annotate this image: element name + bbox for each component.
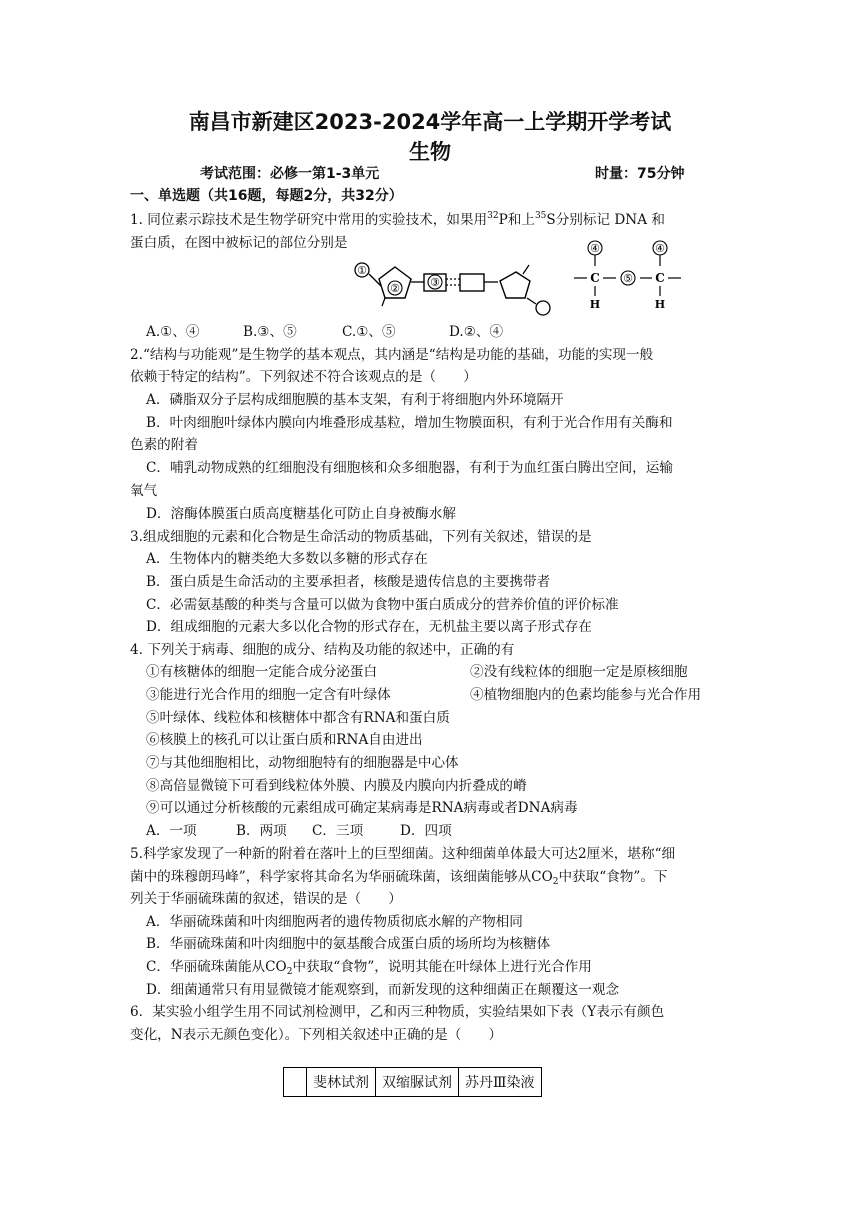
q2-line: 2.“结构与功能观”是生物学的基本观点，其内涵是“结构是功能的基础，功能的实现一般 bbox=[130, 347, 654, 363]
table-header-cell bbox=[284, 1068, 307, 1097]
label-4b: ④ bbox=[655, 242, 665, 255]
q4-statement-1: ①有核糖体的细胞一定能合成分泌蛋白 bbox=[146, 664, 378, 680]
q4-statement-5: ⑤叶绿体、线粒体和核糖体中都含有RNA和蛋白质 bbox=[146, 710, 450, 726]
q4-statement-8: ⑧高倍显微镜下可看到线粒体外膜、内膜及内膜向内折叠成的嵴 bbox=[146, 778, 527, 794]
q3-option-d[interactable]: D．组成细胞的元素大多以化合物的形式存在，无机盐主要以离子形式存在 bbox=[146, 619, 592, 635]
q1-option-c[interactable]: C.①、⑤ bbox=[342, 324, 396, 340]
q4-statement-7: ⑦与其他细胞相比，动物细胞特有的细胞器是中心体 bbox=[146, 755, 459, 771]
q3-option-a[interactable]: A．生物体内的糖类绝大多数以多糖的形式存在 bbox=[146, 551, 428, 567]
q4-option-b[interactable]: B．两项 bbox=[236, 823, 287, 839]
exam-title: 南昌市新建区2023-2024学年高一上学期开学考试 bbox=[188, 110, 672, 134]
nucleotide-diagram bbox=[355, 263, 550, 315]
table-header-cell: 苏丹Ⅲ染液 bbox=[459, 1068, 542, 1097]
q6-result-table bbox=[283, 1067, 542, 1097]
q3-stem: 3.组成细胞的元素和化合物是生命活动的物质基础，下列有关叙述，错误的是 bbox=[130, 529, 592, 545]
q6-stem-line2: 变化，N表示无颜色变化）。下列相关叙述中正确的是（ ） bbox=[130, 1027, 503, 1043]
q1-stem-line1: 1. 同位素示踪技术是生物学研究中常用的实验技术，如果用$^{32}$P和上$^{35}$S分别标记 DNA 和 bbox=[130, 211, 665, 228]
q5-option-c[interactable]: C．华丽硫珠菌能从$CO_2$中获取“食物”，说明其能在叶绿体上进行光合作用 bbox=[146, 959, 592, 977]
q2-option-d[interactable]: D．溶酶体膜蛋白质高度糖基化可防止自身被酶水解 bbox=[146, 506, 456, 522]
hydrogen-2: H bbox=[654, 298, 666, 311]
exam-subject: 生物 bbox=[409, 140, 451, 164]
carbon-1: C bbox=[590, 271, 600, 285]
carbon-2: C bbox=[655, 271, 665, 285]
exam-time: 时量：75分钟 bbox=[595, 166, 685, 182]
q6-stem-line1: 6．某实验小组学生用不同试剂检测甲，乙和丙三种物质，实验结果如下表（Y表示有颜色 bbox=[130, 1004, 665, 1020]
q5-option-d[interactable]: D．细菌通常只有用显微镜才能观察到，而新发现的这种细菌正在颠覆这一观念 bbox=[146, 982, 620, 998]
q2-option-c-cont: 氧气 bbox=[130, 483, 158, 499]
q1-option-d[interactable]: D.②、④ bbox=[449, 324, 504, 340]
q4-statement-9: ⑨可以通过分析核酸的元素组成可确定某病毒是RNA病毒或者DNA病毒 bbox=[146, 800, 578, 816]
q3-option-c[interactable]: C．必需氨基酸的种类与含量可以做为食物中蛋白质成分的营养价值的评价标准 bbox=[146, 597, 619, 613]
table-header-row bbox=[284, 1068, 542, 1097]
q2-line: 依赖于特定的结构”。下列叙述不符合该观点的是（ ） bbox=[130, 369, 477, 385]
label-2: ② bbox=[390, 282, 400, 295]
q5-option-b[interactable]: B．华丽硫珠菌和叶肉细胞中的氨基酸合成蛋白质的场所均为核糖体 bbox=[146, 936, 551, 952]
q4-option-c[interactable]: C．三项 bbox=[312, 823, 364, 839]
label-4a: ④ bbox=[590, 242, 600, 255]
q4-option-a[interactable]: A．一项 bbox=[146, 823, 197, 839]
q4-options bbox=[146, 821, 452, 841]
q2-option-a[interactable]: A．磷脂双分子层构成细胞膜的基本支架，有利于将细胞内外环境隔开 bbox=[146, 392, 564, 408]
q1-stem-line2: 蛋白质，在图中被标记的部位分别是 bbox=[130, 235, 348, 251]
peptide-diagram bbox=[574, 241, 681, 311]
label-5: ⑤ bbox=[623, 272, 633, 285]
hydrogen-1: H bbox=[589, 298, 601, 311]
section-heading: 一、单选题（共16题，每题2分，共32分） bbox=[130, 188, 403, 204]
q2-option-b[interactable]: B．叶肉细胞叶绿体内膜向内堆叠形成基粒，增加生物膜面积，有利于光合作用有关酶和 bbox=[146, 415, 673, 431]
q4-statement-6: ⑥核膜上的核孔可以让蛋白质和RNA自由进出 bbox=[146, 732, 423, 748]
q5-stem-line2: 菌中的珠穆朗玛峰”，科学家将其命名为华丽硫珠菌，该细菌能够从$CO_2$中获取“食物”。下 bbox=[130, 869, 668, 887]
q4-statement-2: ②没有线粒体的细胞一定是原核细胞 bbox=[470, 664, 688, 680]
q1-options bbox=[146, 322, 503, 342]
q4-stem: 4. 下列关于病毒、细胞的成分、结构及功能的叙述中，正确的有 bbox=[130, 642, 515, 658]
q3-option-b[interactable]: B．蛋白质是生命活动的主要承担者，核酸是遗传信息的主要携带者 bbox=[146, 574, 551, 590]
q4-option-d[interactable]: D．四项 bbox=[400, 823, 452, 839]
q5-stem-line1: 5.科学家发现了一种新的附着在落叶上的巨型细菌。这种细菌单体最大可达2厘米，堪称“细 bbox=[130, 846, 676, 862]
exam-scope: 考试范围：必修一第1-3单元 bbox=[200, 166, 380, 182]
q2-option-c[interactable]: C．哺乳动物成熟的红细胞没有细胞核和众多细胞器，有利于为血红蛋白腾出空间，运输 bbox=[146, 460, 673, 476]
label-1: ① bbox=[357, 264, 367, 277]
q1-option-a[interactable]: A.①、④ bbox=[146, 324, 200, 340]
q4-statement-4: ④植物细胞内的色素均能参与光合作用 bbox=[470, 687, 702, 703]
table-header-cell: 斐林试剂 bbox=[307, 1068, 376, 1097]
q4-statement-3: ③能进行光合作用的细胞一定含有叶绿体 bbox=[146, 687, 391, 703]
q2-option-b-cont: 色素的附着 bbox=[130, 437, 198, 453]
q1-option-b[interactable]: B.③、⑤ bbox=[243, 324, 297, 340]
q1-structure-figure bbox=[348, 236, 710, 316]
q5-stem-line3: 列关于华丽硫珠菌的叙述，错误的是（ ） bbox=[130, 891, 402, 907]
q5-option-a[interactable]: A．华丽硫珠菌和叶肉细胞两者的遗传物质彻底水解的产物相同 bbox=[146, 914, 523, 930]
table-header-cell: 双缩脲试剂 bbox=[376, 1068, 459, 1097]
label-3: ③ bbox=[430, 276, 440, 289]
